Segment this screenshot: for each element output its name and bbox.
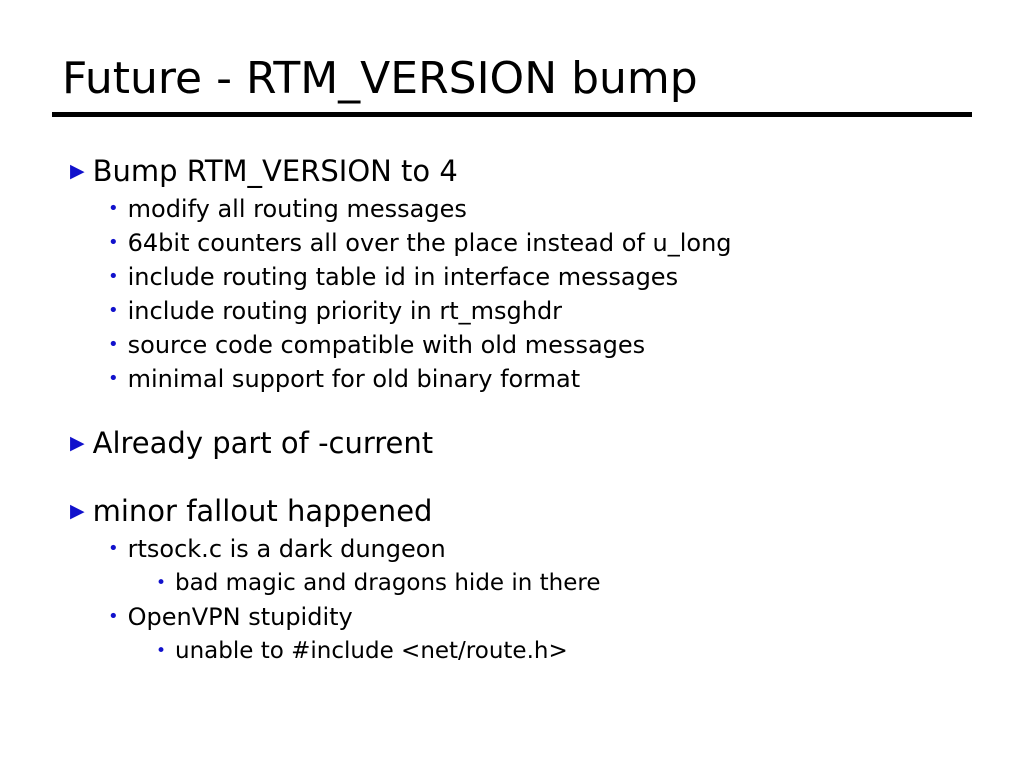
dot-bullet-icon: • [108, 198, 119, 219]
triangle-bullet-icon: ▶ [70, 500, 85, 522]
bullet-level2 [108, 192, 990, 226]
title-divider [52, 112, 972, 117]
bullet-level2 [108, 260, 990, 294]
bullet-level2-label: rtsock.c is a dark dungeon [127, 535, 446, 563]
dot-bullet-icon: • [156, 641, 167, 661]
bullet-level2 [108, 600, 990, 634]
bullet-level1 [70, 152, 990, 190]
bullet-level1-label: Bump RTM_VERSION to 4 [92, 154, 458, 188]
bullet-level3-label: unable to #include <net/route.h> [175, 638, 568, 664]
bullet-level1-label: Already part of -current [92, 426, 434, 460]
dot-bullet-icon: • [108, 266, 119, 287]
dot-bullet-icon: • [108, 538, 119, 559]
bullet-level1-label: minor fallout happened [92, 494, 433, 528]
triangle-bullet-icon: ▶ [70, 432, 85, 454]
dot-bullet-icon: • [108, 334, 119, 355]
triangle-bullet-icon: ▶ [70, 160, 85, 182]
bullet-level1 [70, 424, 990, 462]
bullet-level2-label: include routing priority in rt_msghdr [127, 297, 563, 325]
bullet-level2-label: source code compatible with old messages [127, 331, 646, 359]
bullet-level2 [108, 328, 990, 362]
bullet-level3-label: bad magic and dragons hide in there [175, 570, 601, 596]
bullet-level2 [108, 294, 990, 328]
bullet-level3 [156, 566, 990, 600]
dot-bullet-icon: • [108, 232, 119, 253]
bullet-level2-label: minimal support for old binary format [127, 365, 581, 393]
bullet-level2-label: modify all routing messages [127, 195, 467, 223]
bullet-level2-label: 64bit counters all over the place instead of u_long [127, 229, 732, 257]
bullet-level1 [70, 492, 990, 530]
bullet-level2 [108, 226, 990, 260]
bullet-level3 [156, 634, 990, 668]
dot-bullet-icon: • [108, 606, 119, 627]
spacer [70, 396, 990, 424]
bullet-level2 [108, 532, 990, 566]
bullet-level2-label: OpenVPN stupidity [127, 603, 353, 631]
spacer [70, 464, 990, 492]
dot-bullet-icon: • [108, 300, 119, 321]
bullet-level2-label: include routing table id in interface messages [127, 263, 679, 291]
page-title: Future - RTM_VERSION bump [62, 53, 698, 104]
bullet-level2 [108, 362, 990, 396]
dot-bullet-icon: • [156, 573, 167, 593]
dot-bullet-icon: • [108, 368, 119, 389]
slide-content [70, 152, 990, 668]
